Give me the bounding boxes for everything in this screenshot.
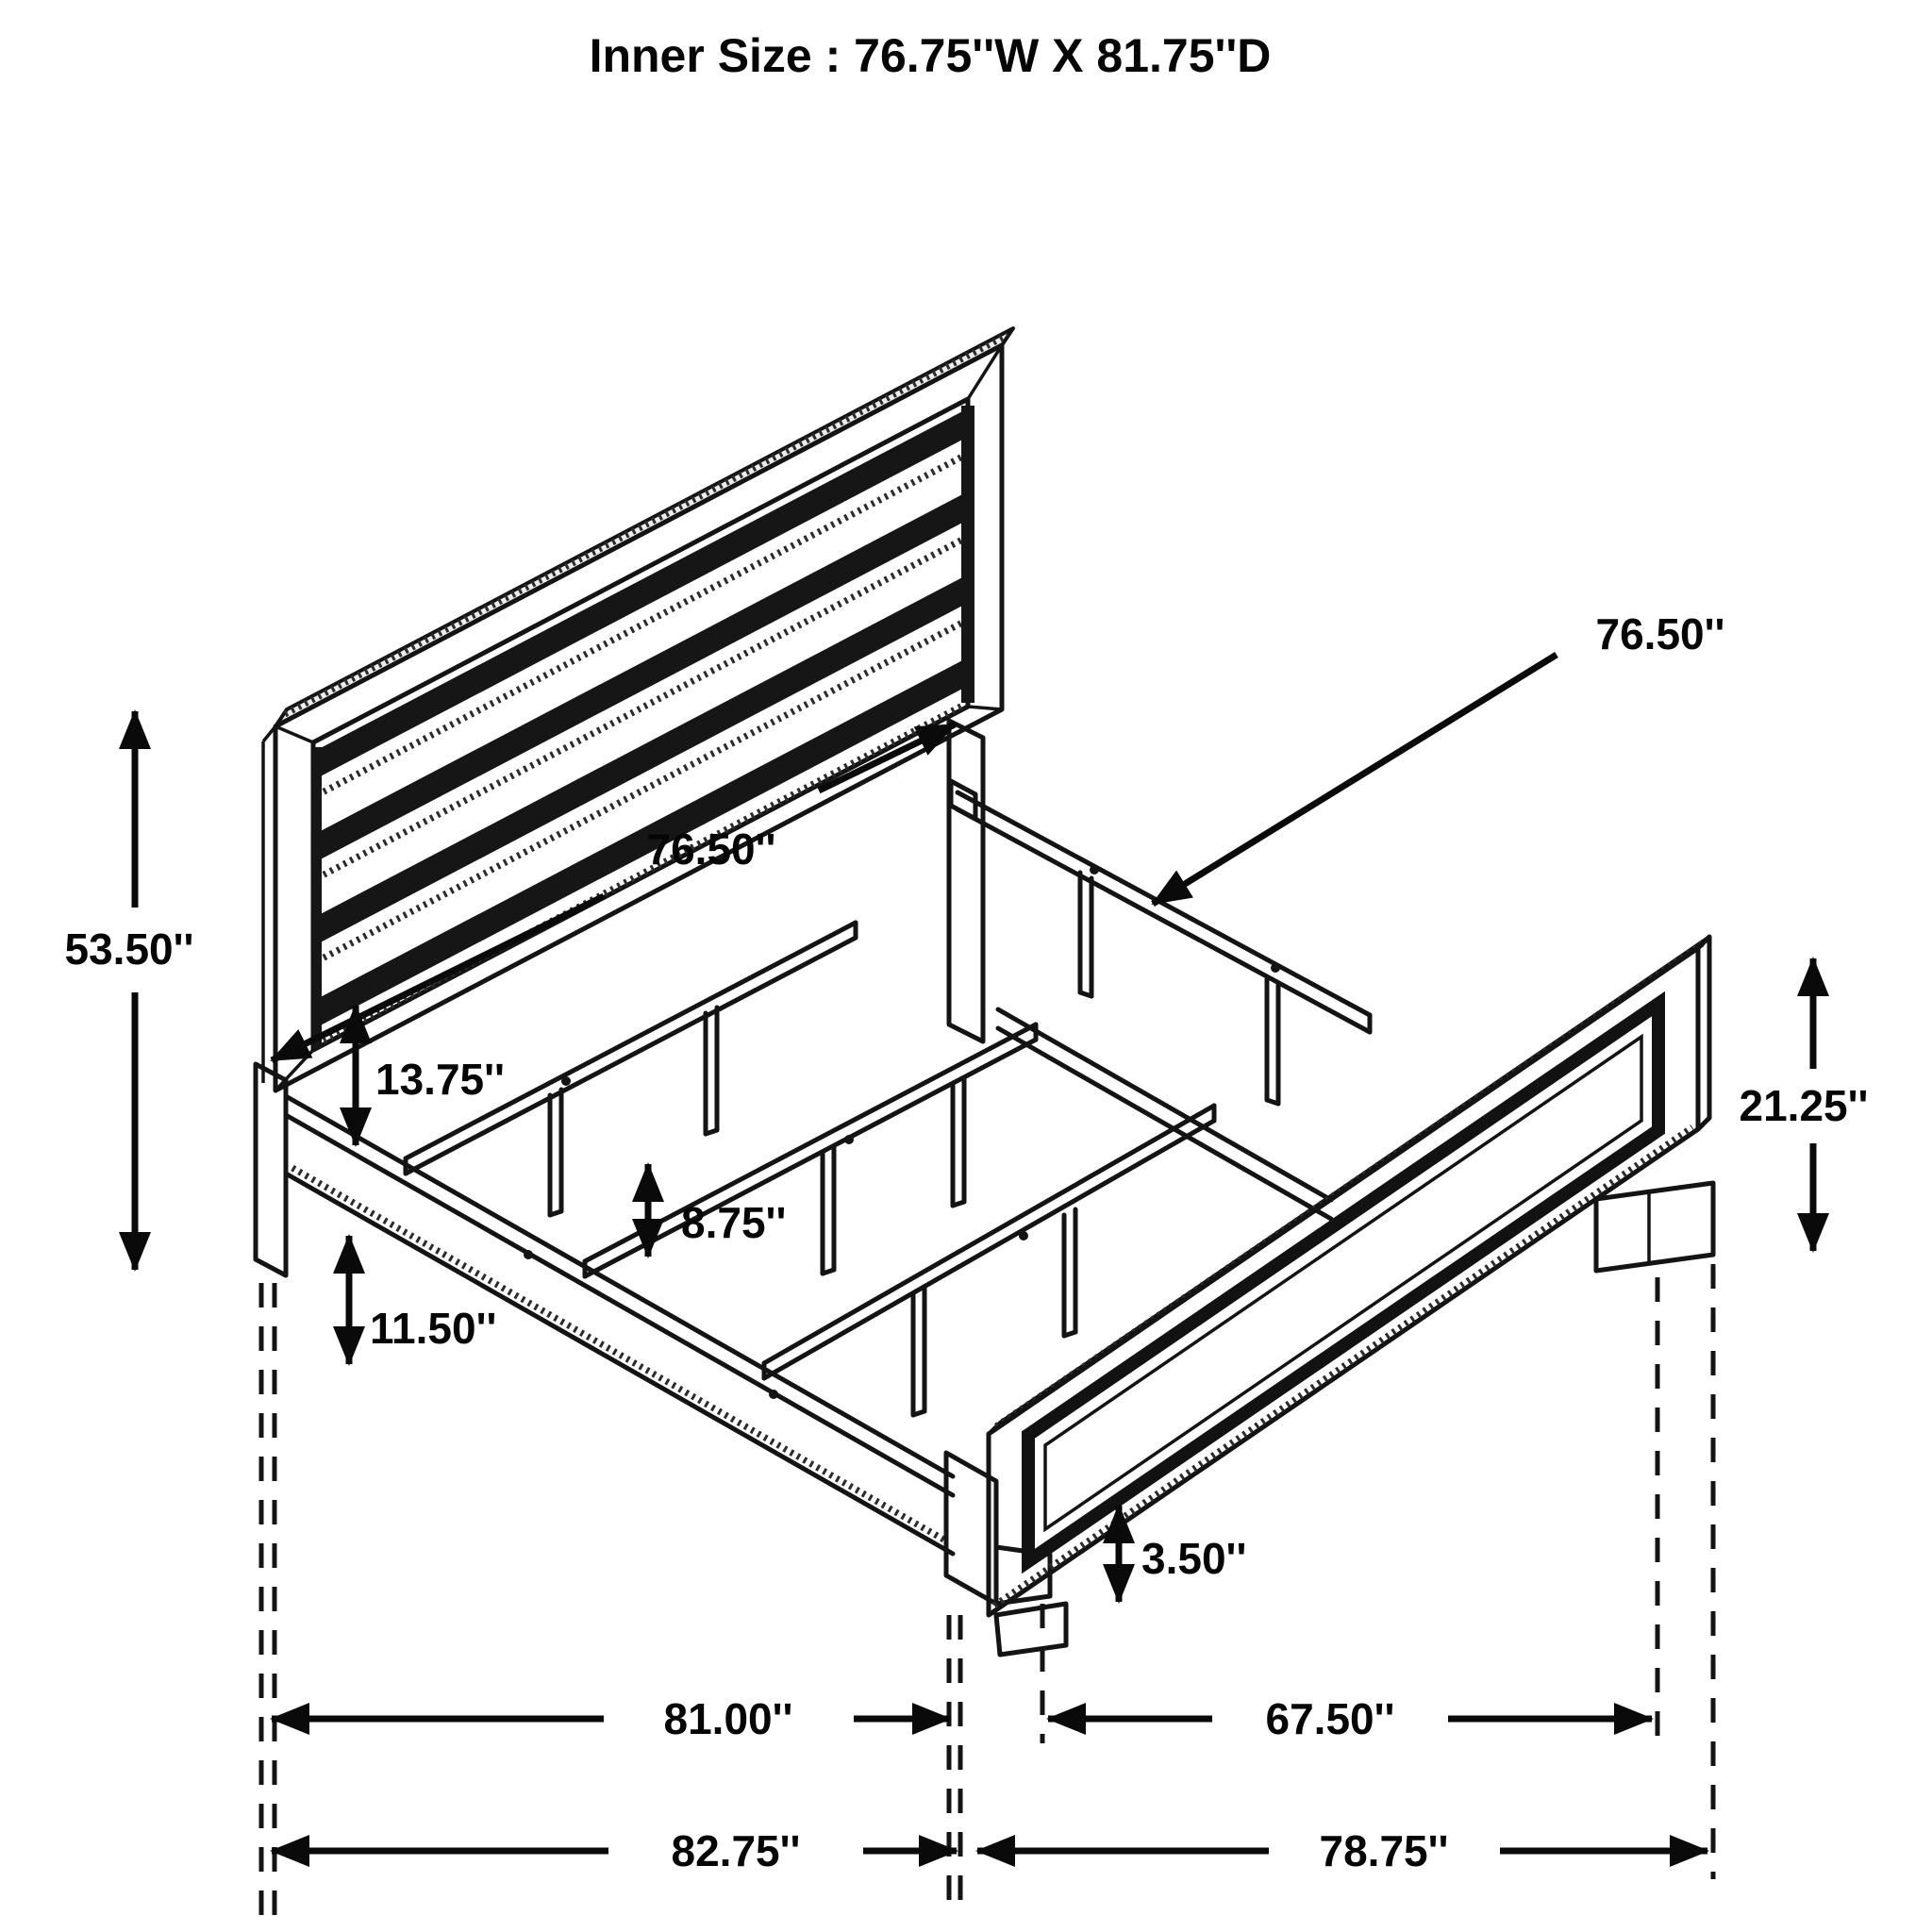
far-side-rail: [998, 1009, 1331, 1219]
slat-leg: [953, 1079, 964, 1206]
dim-rail-bottom-height-label: 11.50'': [370, 1304, 497, 1353]
dim-footboard-height-label: 21.25'': [1739, 1081, 1869, 1130]
dim-footboard-clearance: [1119, 1506, 1246, 1602]
center-rail-leg: [1080, 873, 1091, 996]
footboard-right-foot: [1596, 1183, 1713, 1271]
dim-headboard-bottom-gap: [356, 1006, 505, 1145]
headboard-left-leg: [256, 1064, 286, 1275]
dim-overall-length-head: [272, 1826, 957, 1875]
diagram-title: Inner Size : 76.75''W X 81.75''D: [589, 29, 1272, 82]
dim-headboard-height: [65, 711, 194, 1270]
dim-inner-length: [272, 1694, 950, 1743]
dim-inner-length-label: 81.00'': [663, 1694, 793, 1743]
headboard: [256, 328, 1013, 1275]
dim-overall-length-head-label: 82.75'': [671, 1826, 801, 1875]
dim-footboard-clearance-label: 3.50'': [1141, 1534, 1247, 1583]
dim-rail-bottom-height: [349, 1236, 496, 1364]
headboard-right-post: [949, 721, 983, 1041]
dim-slat-leg-height-label: 8.75'': [681, 1198, 787, 1247]
dim-headboard-bottom-gap-label: 13.75'': [375, 1055, 505, 1104]
dim-headboard-height-label: 53.50'': [64, 924, 194, 974]
slat-leg: [1064, 1209, 1075, 1336]
slat-leg: [550, 1090, 561, 1215]
dim-foot-inner-span-label: 67.50'': [1265, 1694, 1395, 1743]
mattress-slat: [585, 1024, 1036, 1276]
dim-overall-length-foot: [977, 1826, 1707, 1875]
dim-foot-inner-span: [1048, 1694, 1652, 1743]
dim-footboard-height: [1740, 958, 1869, 1251]
center-rail: [951, 781, 1370, 1104]
dim-overall-length-foot-label: 78.75'': [1319, 1826, 1449, 1875]
center-rail-leg: [1267, 979, 1278, 1104]
dim-center-rail-length: [1153, 609, 1725, 904]
slat-leg: [706, 1008, 717, 1134]
footboard-left-foot: [996, 1604, 1066, 1655]
dim-headboard-width-label: 76.50'': [646, 824, 776, 874]
dim-center-rail-length-label: 76.50'': [1595, 609, 1725, 658]
footboard: [989, 937, 1713, 1655]
slat-leg: [823, 1147, 834, 1274]
headboard-slat-band: [313, 491, 968, 863]
slat-leg: [913, 1289, 924, 1415]
dim-slat-leg-height: [648, 1164, 786, 1257]
